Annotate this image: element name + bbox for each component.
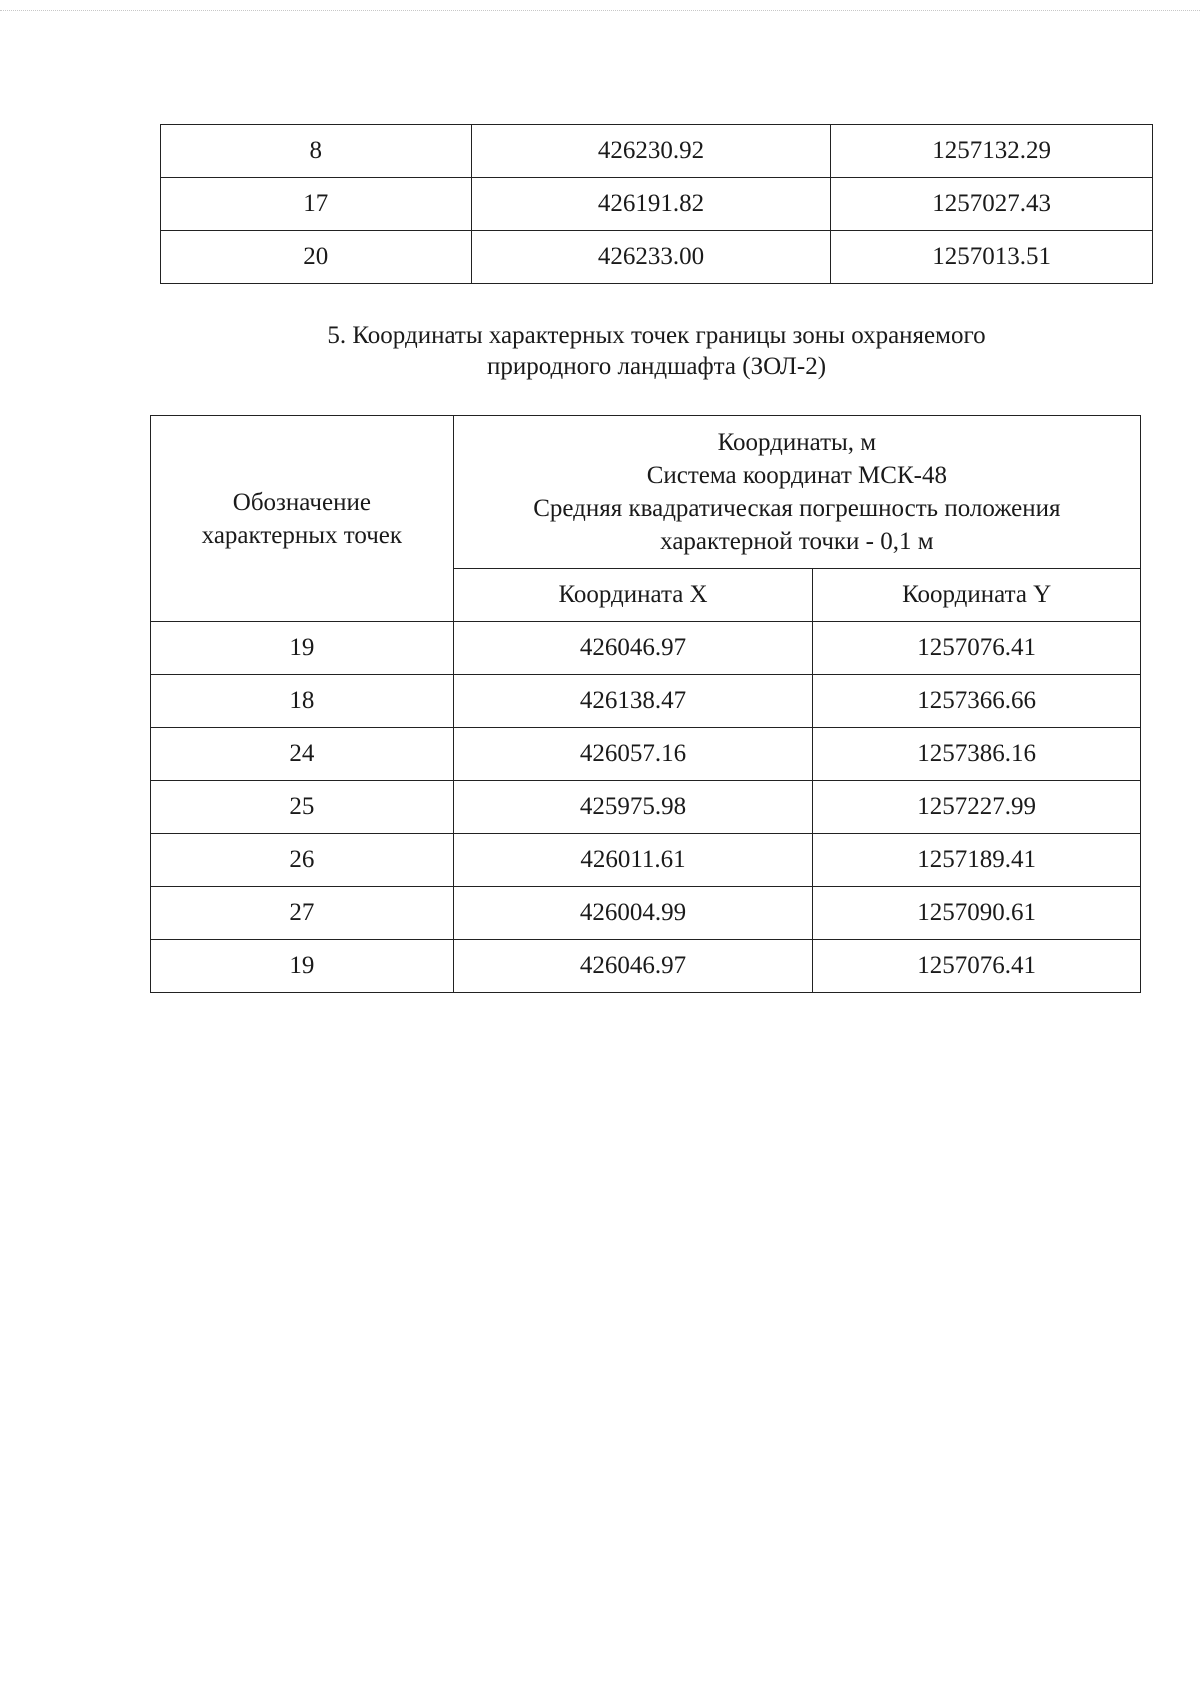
table-row bbox=[151, 781, 1141, 834]
zol2-coordinates-table bbox=[150, 415, 1141, 993]
table-row bbox=[161, 125, 1153, 178]
coord-y-cell: 1257366.66 bbox=[813, 675, 1141, 728]
point-id-cell: 26 bbox=[151, 834, 454, 887]
coord-y-cell: 1257090.61 bbox=[813, 887, 1141, 940]
coord-x-cell: 426046.97 bbox=[453, 940, 813, 993]
table-row bbox=[161, 231, 1153, 284]
point-id-cell: 18 bbox=[151, 675, 454, 728]
coord-y-cell: 1257386.16 bbox=[813, 728, 1141, 781]
point-id-cell: 25 bbox=[151, 781, 454, 834]
point-designation-header bbox=[151, 416, 454, 622]
table-row bbox=[151, 728, 1141, 781]
coords-header-line-4: характерной точки - 0,1 м bbox=[660, 528, 934, 555]
table-row bbox=[151, 887, 1141, 940]
coord-y-cell: 1257076.41 bbox=[813, 622, 1141, 675]
table-row bbox=[161, 178, 1153, 231]
col-y-header: Координата Y bbox=[813, 569, 1141, 622]
section-title-line-1: 5. Координаты характерных точек границы зоны охраняемого bbox=[327, 322, 986, 349]
point-header-line-1: Обозначение bbox=[232, 488, 371, 516]
coordinates-table-continued bbox=[160, 124, 1153, 284]
point-header-line-2: характерных точек bbox=[201, 521, 403, 549]
coord-y-cell: 1257132.29 bbox=[831, 125, 1153, 178]
section-title bbox=[160, 320, 1153, 382]
table-row bbox=[151, 675, 1141, 728]
point-id-cell: 24 bbox=[151, 728, 454, 781]
coord-y-cell: 1257027.43 bbox=[831, 178, 1153, 231]
point-id-cell: 17 bbox=[161, 178, 472, 231]
coord-x-cell: 426046.97 bbox=[453, 622, 813, 675]
table-row bbox=[151, 622, 1141, 675]
coord-x-cell: 426057.16 bbox=[453, 728, 813, 781]
coord-x-cell: 426191.82 bbox=[471, 178, 831, 231]
coords-header-line-3: Средняя квадратическая погрешность положения bbox=[533, 495, 1061, 522]
point-id-cell: 20 bbox=[161, 231, 472, 284]
coord-x-cell: 426230.92 bbox=[471, 125, 831, 178]
coord-x-cell: 425975.98 bbox=[453, 781, 813, 834]
table-header-row bbox=[151, 416, 1141, 569]
coordinates-header bbox=[453, 416, 1140, 569]
coord-x-cell: 426138.47 bbox=[453, 675, 813, 728]
coord-x-cell: 426004.99 bbox=[453, 887, 813, 940]
coord-y-cell: 1257013.51 bbox=[831, 231, 1153, 284]
scan-edge-line bbox=[0, 10, 1200, 11]
point-id-cell: 19 bbox=[151, 940, 454, 993]
coord-x-cell: 426233.00 bbox=[471, 231, 831, 284]
coords-header-line-1: Координаты, м bbox=[717, 429, 877, 456]
coords-header-line-2: Система координат МСК-48 bbox=[646, 462, 947, 489]
coord-y-cell: 1257076.41 bbox=[813, 940, 1141, 993]
section-title-line-2: природного ландшафта (ЗОЛ-2) bbox=[486, 353, 827, 380]
table-row bbox=[151, 834, 1141, 887]
point-id-cell: 27 bbox=[151, 887, 454, 940]
point-id-cell: 8 bbox=[161, 125, 472, 178]
col-x-header: Координата X bbox=[453, 569, 813, 622]
point-id-cell: 19 bbox=[151, 622, 454, 675]
coord-x-cell: 426011.61 bbox=[453, 834, 813, 887]
table-row bbox=[151, 940, 1141, 993]
coord-y-cell: 1257227.99 bbox=[813, 781, 1141, 834]
coord-y-cell: 1257189.41 bbox=[813, 834, 1141, 887]
